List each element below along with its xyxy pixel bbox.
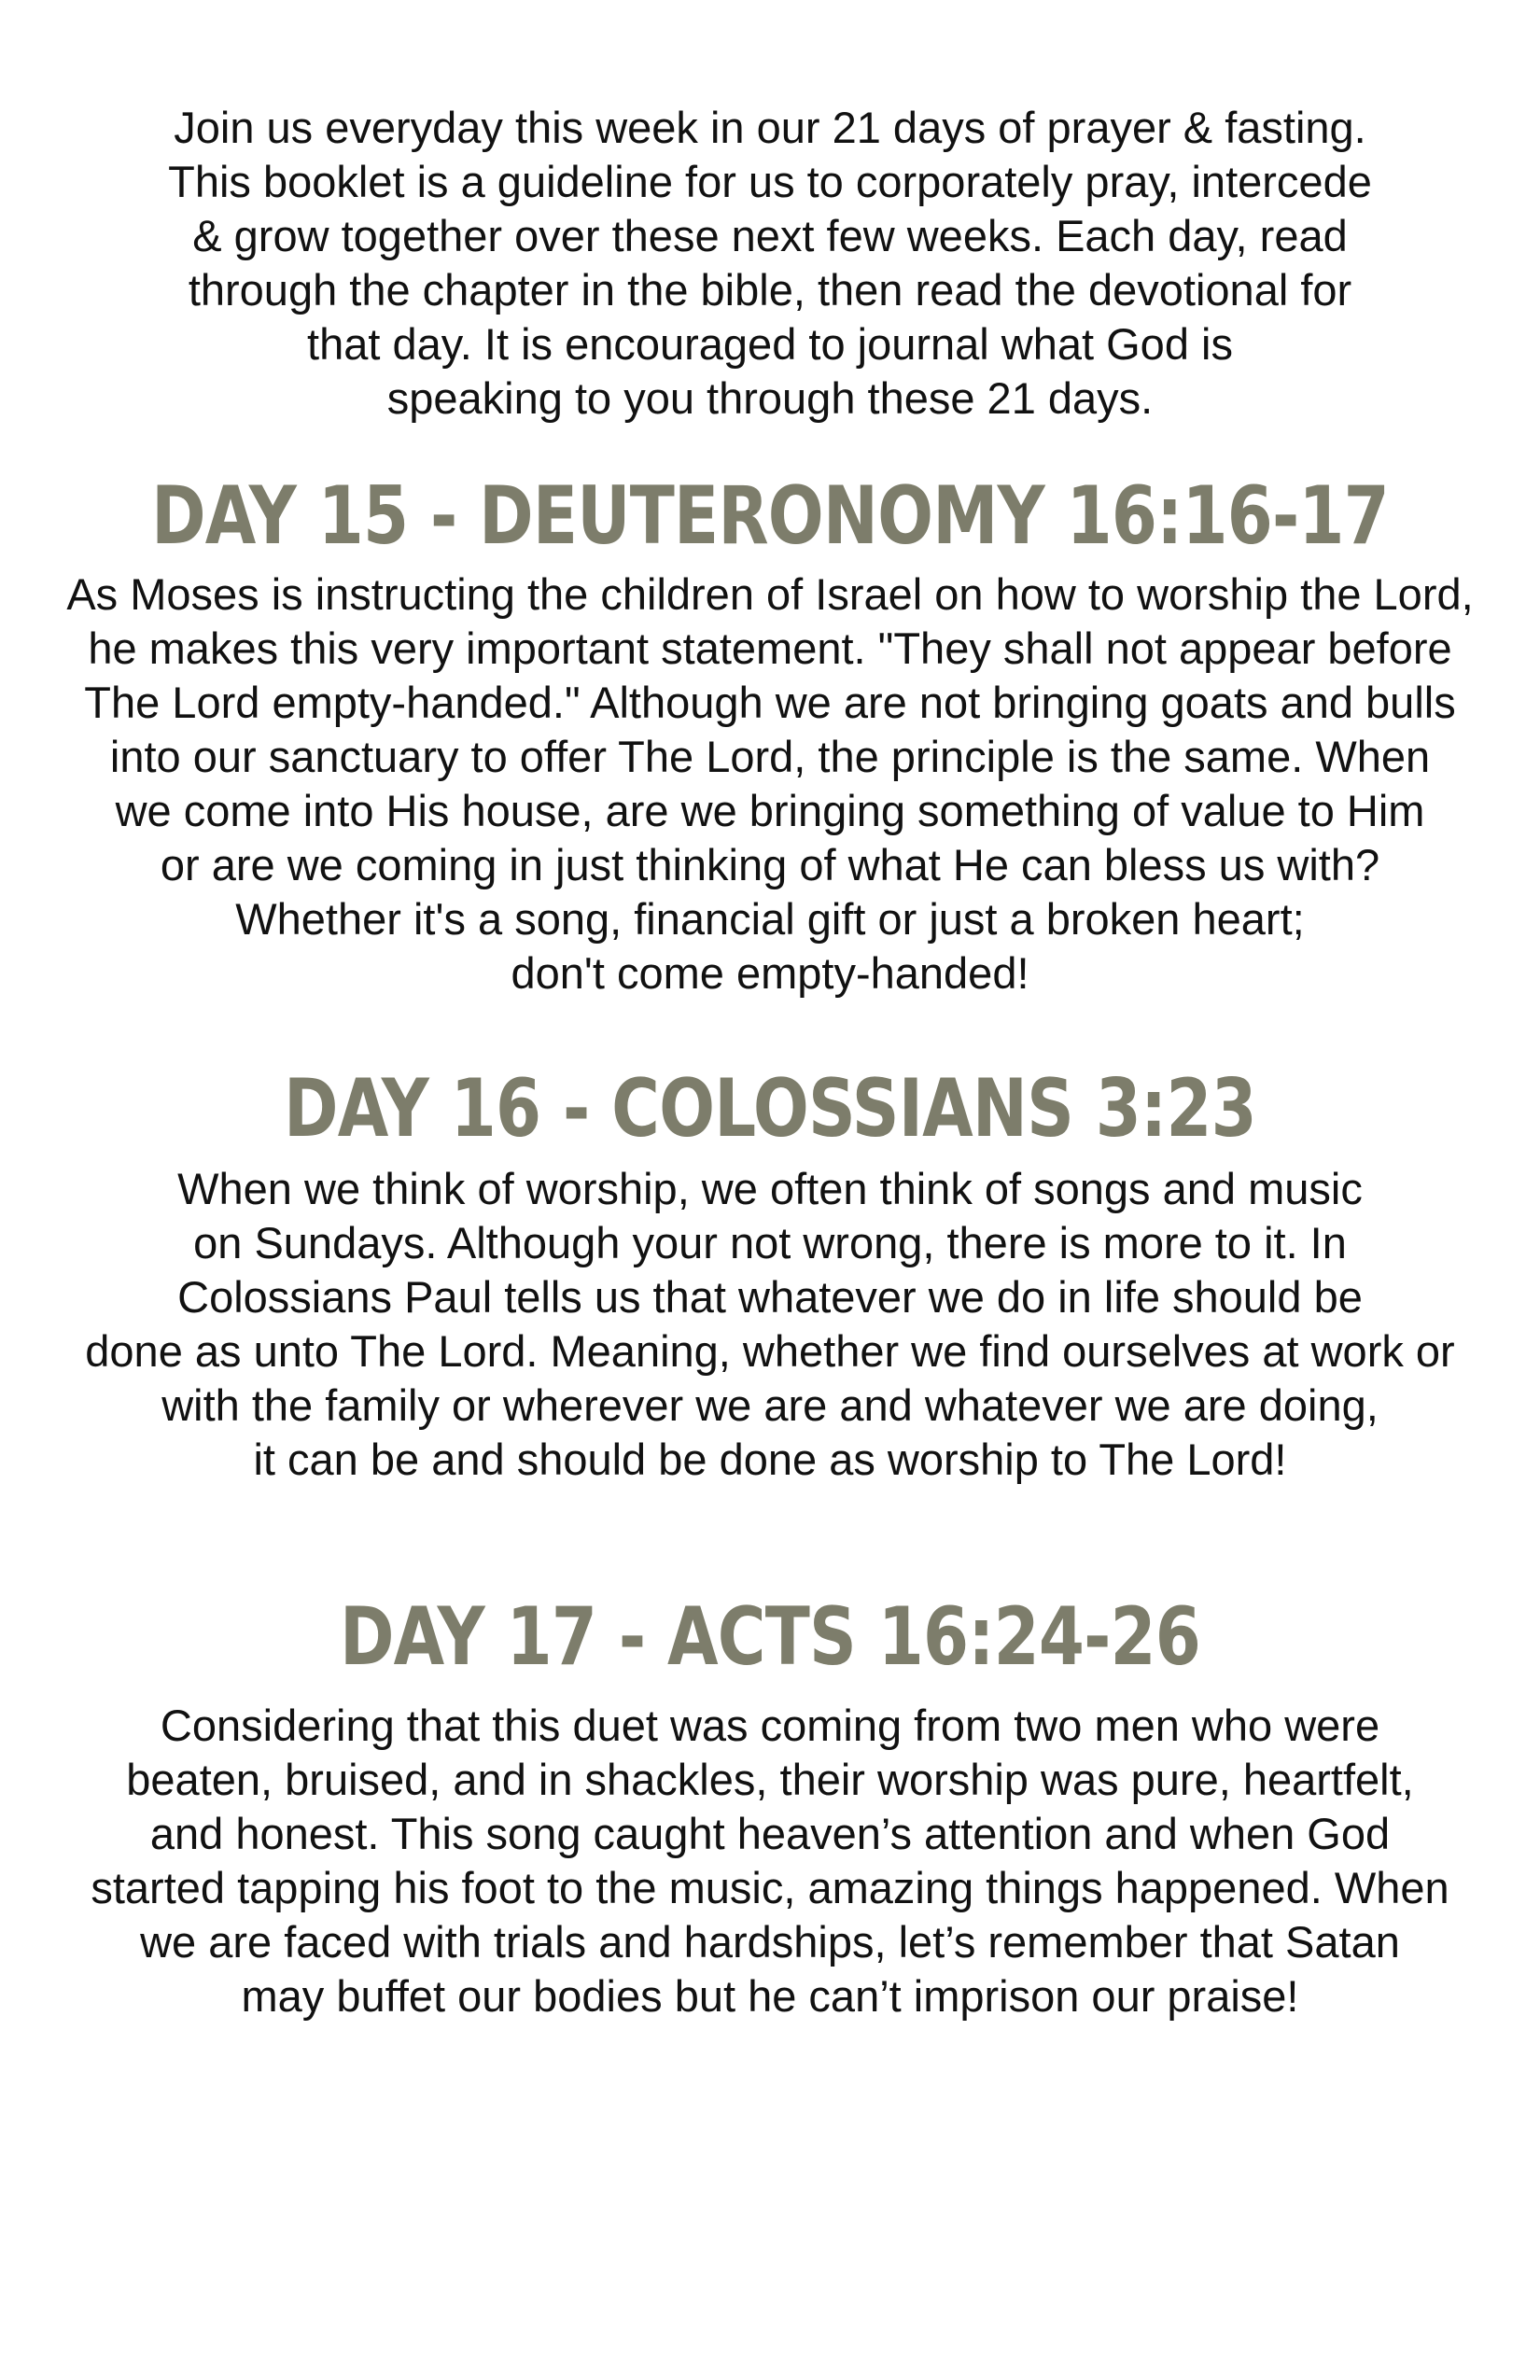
day-15-line: he makes this very important statement. "They shall not appear before: [88, 623, 1452, 673]
day-15-line: Whether it's a song, financial gift or just a broken heart;: [235, 894, 1305, 944]
day-16-paragraph: [0, 1162, 1540, 1487]
day-15-line: don't come empty-handed!: [511, 948, 1029, 998]
day-16-line: on Sundays. Although your not wrong, there is more to it. In: [193, 1218, 1347, 1267]
intro-line: & grow together over these next few weeks. Each day, read: [192, 211, 1348, 260]
day-16-line: done as unto The Lord. Meaning, whether we find ourselves at work or: [85, 1326, 1455, 1376]
intro-paragraph: [0, 101, 1540, 426]
day-17-line: and honest. This song caught heaven’s attention and when God: [149, 1809, 1391, 1858]
day-15-line: The Lord empty-handed." Although we are not bringing goats and bulls: [84, 678, 1456, 727]
day-17-line: beaten, bruised, and in shackles, their worship was pure, heartfelt,: [126, 1755, 1414, 1804]
day-15-line: we come into His house, are we bringing something of value to Him: [115, 786, 1425, 835]
intro-line: that day. It is encouraged to journal what God is: [307, 319, 1233, 369]
day-16-line: with the family or wherever we are and whatever we are doing,: [161, 1380, 1379, 1430]
day-17-line: may buffet our bodies but he can’t imprison our praise!: [241, 1971, 1299, 2021]
day-17-heading: DAY 17 - ACTS 16:24-26: [339, 1590, 1201, 1684]
day-15-line: As Moses is instructing the children of Israel on how to worship the Lord,: [66, 569, 1474, 619]
day-17-line: we are faced with trials and hardships, let’s remember that Satan: [140, 1917, 1400, 1967]
intro-line: Join us everyday this week in our 21 days of prayer & fasting.: [174, 103, 1366, 152]
day-16-heading: DAY 16 - COLOSSIANS 3:23: [284, 1062, 1256, 1155]
day-16-line: When we think of worship, we often think of songs and music: [177, 1164, 1363, 1213]
intro-line: speaking to you through these 21 days.: [386, 373, 1154, 423]
day-15-paragraph: [0, 567, 1540, 1001]
day-15-line: or are we coming in just thinking of what He can bless us with?: [160, 840, 1380, 889]
day-15-heading: DAY 15 - DEUTERONOMY 16:16-17: [151, 469, 1389, 563]
intro-line: This booklet is a guideline for us to corporately pray, intercede: [168, 157, 1372, 206]
day-17-line: started tapping his foot to the music, amazing things happened. When: [91, 1863, 1449, 1912]
intro-line: through the chapter in the bible, then read the devotional for: [188, 265, 1352, 315]
day-15-line: into our sanctuary to offer The Lord, the principle is the same. When: [109, 732, 1431, 781]
day-16-line: it can be and should be done as worship to The Lord!: [253, 1435, 1287, 1484]
day-17-line: Considering that this duet was coming from two men who were: [160, 1701, 1380, 1750]
day-17-paragraph: [0, 1699, 1540, 2023]
day-16-line: Colossians Paul tells us that whatever we do in life should be: [177, 1272, 1363, 1322]
